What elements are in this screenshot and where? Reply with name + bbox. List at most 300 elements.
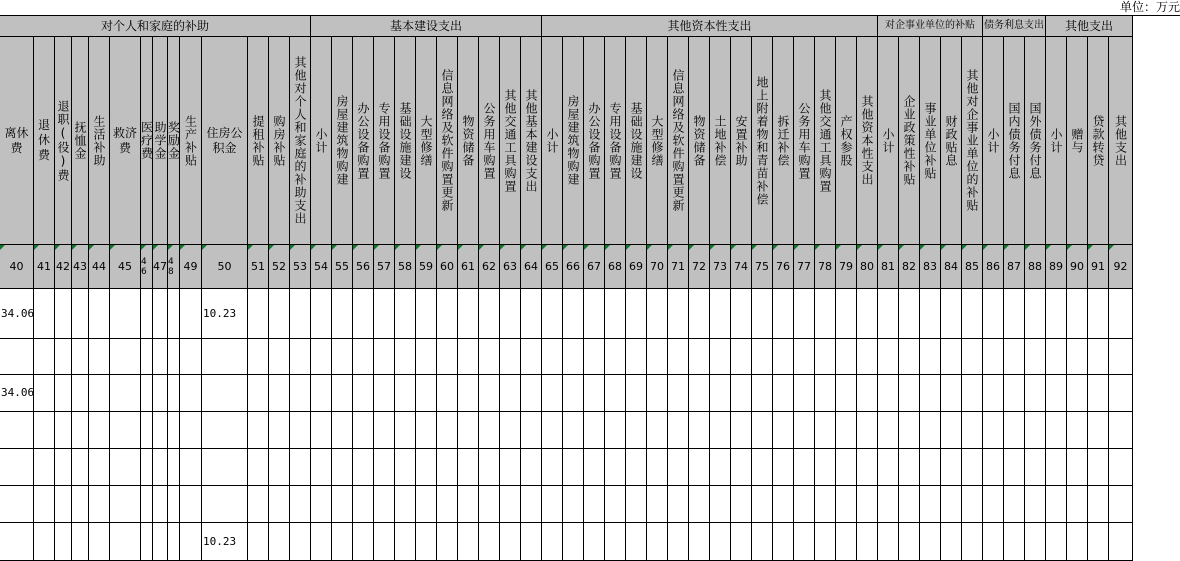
table-cell[interactable] <box>794 339 815 375</box>
table-cell[interactable] <box>710 339 731 375</box>
table-cell[interactable] <box>55 523 72 561</box>
table-cell[interactable] <box>983 523 1004 561</box>
table-cell[interactable]: 10.23 <box>202 523 248 561</box>
table-cell[interactable] <box>836 412 857 449</box>
table-cell[interactable] <box>542 486 563 523</box>
table-cell[interactable] <box>374 449 395 486</box>
table-cell[interactable] <box>584 375 605 412</box>
table-cell[interactable] <box>647 412 668 449</box>
table-cell[interactable] <box>647 375 668 412</box>
table-cell[interactable] <box>1025 486 1046 523</box>
table-cell[interactable] <box>962 486 983 523</box>
table-cell[interactable] <box>1109 523 1133 561</box>
table-cell[interactable] <box>269 486 290 523</box>
table-cell[interactable] <box>332 339 353 375</box>
table-cell[interactable] <box>180 339 202 375</box>
table-cell[interactable] <box>752 375 773 412</box>
table-cell[interactable] <box>836 523 857 561</box>
table-cell[interactable] <box>815 449 836 486</box>
table-cell[interactable] <box>563 412 584 449</box>
table-cell[interactable] <box>773 375 794 412</box>
table-cell[interactable] <box>416 289 437 339</box>
table-cell[interactable] <box>458 449 479 486</box>
table-cell[interactable] <box>1046 486 1067 523</box>
table-cell[interactable] <box>500 449 521 486</box>
table-cell[interactable] <box>521 339 542 375</box>
table-cell[interactable] <box>710 412 731 449</box>
table-cell[interactable] <box>72 486 89 523</box>
table-cell[interactable] <box>311 412 332 449</box>
table-cell[interactable] <box>34 486 55 523</box>
table-cell[interactable] <box>500 289 521 339</box>
table-cell[interactable] <box>521 523 542 561</box>
table-cell[interactable] <box>1046 339 1067 375</box>
table-cell[interactable] <box>773 449 794 486</box>
table-cell[interactable] <box>605 375 626 412</box>
table-cell[interactable] <box>153 375 168 412</box>
table-cell[interactable] <box>710 289 731 339</box>
table-cell[interactable] <box>141 375 153 412</box>
table-cell[interactable] <box>437 375 458 412</box>
table-cell[interactable] <box>878 375 899 412</box>
table-cell[interactable] <box>55 449 72 486</box>
table-cell[interactable] <box>941 523 962 561</box>
table-cell[interactable] <box>479 486 500 523</box>
table-cell[interactable] <box>647 289 668 339</box>
table-cell[interactable] <box>500 375 521 412</box>
table-cell[interactable] <box>689 289 710 339</box>
table-cell[interactable] <box>836 375 857 412</box>
table-cell[interactable] <box>110 449 141 486</box>
table-cell[interactable] <box>962 523 983 561</box>
table-cell[interactable] <box>458 339 479 375</box>
table-cell[interactable] <box>1046 412 1067 449</box>
table-cell[interactable] <box>920 339 941 375</box>
table-cell[interactable] <box>731 523 752 561</box>
table-cell[interactable] <box>899 412 920 449</box>
table-cell[interactable] <box>941 412 962 449</box>
table-cell[interactable] <box>584 523 605 561</box>
table-cell[interactable] <box>290 412 311 449</box>
table-cell[interactable] <box>180 449 202 486</box>
table-cell[interactable] <box>500 523 521 561</box>
table-cell[interactable] <box>416 449 437 486</box>
table-cell[interactable] <box>1046 289 1067 339</box>
table-cell[interactable] <box>1088 523 1109 561</box>
table-cell[interactable] <box>1004 486 1025 523</box>
table-cell[interactable] <box>752 289 773 339</box>
table-cell[interactable] <box>857 339 878 375</box>
table-cell[interactable] <box>55 289 72 339</box>
table-cell[interactable] <box>605 339 626 375</box>
table-cell[interactable] <box>794 486 815 523</box>
table-cell[interactable] <box>290 449 311 486</box>
table-cell[interactable] <box>416 523 437 561</box>
table-cell[interactable] <box>647 449 668 486</box>
table-cell[interactable] <box>941 486 962 523</box>
table-cell[interactable] <box>1046 449 1067 486</box>
table-cell[interactable] <box>479 449 500 486</box>
table-cell[interactable] <box>710 449 731 486</box>
table-cell[interactable] <box>920 449 941 486</box>
table-cell[interactable] <box>269 412 290 449</box>
table-cell[interactable] <box>72 449 89 486</box>
table-cell[interactable] <box>983 449 1004 486</box>
table-cell[interactable] <box>395 339 416 375</box>
table-cell[interactable] <box>752 523 773 561</box>
table-cell[interactable] <box>689 486 710 523</box>
table-cell[interactable] <box>836 339 857 375</box>
table-cell[interactable] <box>668 375 689 412</box>
table-cell[interactable] <box>731 339 752 375</box>
table-cell[interactable] <box>202 449 248 486</box>
table-cell[interactable] <box>374 412 395 449</box>
table-cell[interactable] <box>1088 289 1109 339</box>
table-cell[interactable] <box>941 449 962 486</box>
table-cell[interactable] <box>311 375 332 412</box>
table-cell[interactable] <box>55 486 72 523</box>
table-cell[interactable] <box>647 339 668 375</box>
table-cell[interactable] <box>815 486 836 523</box>
table-cell[interactable] <box>920 289 941 339</box>
table-cell[interactable] <box>542 523 563 561</box>
table-cell[interactable] <box>668 449 689 486</box>
table-cell[interactable] <box>290 486 311 523</box>
table-cell[interactable] <box>479 412 500 449</box>
table-cell[interactable] <box>34 412 55 449</box>
table-cell[interactable] <box>962 289 983 339</box>
table-cell[interactable] <box>1004 449 1025 486</box>
table-cell[interactable] <box>353 486 374 523</box>
table-cell[interactable] <box>794 375 815 412</box>
table-cell[interactable] <box>168 412 180 449</box>
table-cell[interactable] <box>416 412 437 449</box>
table-cell[interactable] <box>248 523 269 561</box>
table-cell[interactable] <box>290 339 311 375</box>
table-cell[interactable]: 10.23 <box>202 289 248 339</box>
table-cell[interactable] <box>563 523 584 561</box>
table-cell[interactable] <box>542 449 563 486</box>
table-cell[interactable] <box>311 289 332 339</box>
table-cell[interactable] <box>899 523 920 561</box>
table-cell[interactable] <box>605 412 626 449</box>
table-cell[interactable] <box>153 523 168 561</box>
table-cell[interactable] <box>731 375 752 412</box>
table-cell[interactable] <box>1004 523 1025 561</box>
table-cell[interactable] <box>202 339 248 375</box>
table-cell[interactable] <box>731 449 752 486</box>
table-cell[interactable] <box>311 486 332 523</box>
table-cell[interactable] <box>89 339 110 375</box>
table-cell[interactable] <box>458 375 479 412</box>
table-cell[interactable] <box>710 523 731 561</box>
table-cell[interactable] <box>605 486 626 523</box>
table-cell[interactable] <box>584 412 605 449</box>
table-cell[interactable] <box>899 449 920 486</box>
table-cell[interactable] <box>269 449 290 486</box>
table-cell[interactable] <box>290 375 311 412</box>
table-cell[interactable] <box>395 486 416 523</box>
table-cell[interactable] <box>332 486 353 523</box>
table-cell[interactable] <box>153 449 168 486</box>
table-cell[interactable] <box>332 412 353 449</box>
table-cell[interactable] <box>542 289 563 339</box>
table-cell[interactable] <box>731 289 752 339</box>
table-cell[interactable] <box>962 449 983 486</box>
table-cell[interactable] <box>248 486 269 523</box>
table-cell[interactable] <box>290 523 311 561</box>
table-cell[interactable] <box>857 486 878 523</box>
table-cell[interactable] <box>1109 339 1133 375</box>
table-cell[interactable] <box>815 375 836 412</box>
table-cell[interactable] <box>248 449 269 486</box>
table-cell[interactable] <box>962 375 983 412</box>
table-cell[interactable] <box>374 289 395 339</box>
table-cell[interactable] <box>202 375 248 412</box>
table-cell[interactable] <box>899 289 920 339</box>
table-cell[interactable] <box>72 412 89 449</box>
table-cell[interactable] <box>72 339 89 375</box>
table-cell[interactable] <box>941 339 962 375</box>
table-cell[interactable] <box>752 412 773 449</box>
table-cell[interactable] <box>416 375 437 412</box>
table-cell[interactable] <box>1067 486 1088 523</box>
table-cell[interactable] <box>248 289 269 339</box>
table-cell[interactable] <box>458 289 479 339</box>
table-cell[interactable] <box>626 289 647 339</box>
table-cell[interactable] <box>269 289 290 339</box>
table-cell[interactable] <box>941 289 962 339</box>
table-cell[interactable] <box>983 339 1004 375</box>
table-cell[interactable] <box>878 412 899 449</box>
table-cell[interactable] <box>1004 412 1025 449</box>
table-cell[interactable] <box>269 523 290 561</box>
table-cell[interactable] <box>626 449 647 486</box>
table-cell[interactable] <box>416 486 437 523</box>
table-cell[interactable] <box>710 486 731 523</box>
table-cell[interactable] <box>563 375 584 412</box>
table-cell[interactable] <box>1067 449 1088 486</box>
table-cell[interactable] <box>773 412 794 449</box>
table-cell[interactable] <box>1088 339 1109 375</box>
table-cell[interactable] <box>983 412 1004 449</box>
table-cell[interactable] <box>1025 412 1046 449</box>
table-cell[interactable] <box>920 375 941 412</box>
table-cell[interactable] <box>1088 412 1109 449</box>
table-cell[interactable] <box>458 412 479 449</box>
table-cell[interactable] <box>110 339 141 375</box>
table-cell[interactable] <box>689 523 710 561</box>
table-cell[interactable] <box>1109 289 1133 339</box>
table-cell[interactable] <box>72 523 89 561</box>
table-cell[interactable] <box>668 486 689 523</box>
table-cell[interactable] <box>141 523 153 561</box>
table-cell[interactable] <box>605 523 626 561</box>
table-cell[interactable] <box>1067 339 1088 375</box>
table-cell[interactable] <box>626 486 647 523</box>
table-cell[interactable] <box>89 486 110 523</box>
table-cell[interactable] <box>563 289 584 339</box>
table-cell[interactable] <box>141 339 153 375</box>
table-cell[interactable] <box>962 412 983 449</box>
table-cell[interactable] <box>563 449 584 486</box>
table-cell[interactable] <box>521 289 542 339</box>
table-cell[interactable] <box>374 339 395 375</box>
table-cell[interactable] <box>668 523 689 561</box>
table-cell[interactable] <box>962 339 983 375</box>
table-cell[interactable] <box>1088 449 1109 486</box>
table-cell[interactable] <box>332 375 353 412</box>
table-cell[interactable] <box>878 523 899 561</box>
table-cell[interactable] <box>1046 523 1067 561</box>
table-cell[interactable] <box>437 486 458 523</box>
table-cell[interactable] <box>626 375 647 412</box>
table-cell[interactable] <box>563 339 584 375</box>
table-cell[interactable] <box>180 375 202 412</box>
table-cell[interactable] <box>941 375 962 412</box>
table-cell[interactable] <box>983 375 1004 412</box>
table-cell[interactable] <box>668 289 689 339</box>
table-cell[interactable] <box>1067 523 1088 561</box>
table-cell[interactable] <box>626 339 647 375</box>
table-cell[interactable] <box>72 289 89 339</box>
table-cell[interactable] <box>1067 289 1088 339</box>
table-cell[interactable] <box>332 289 353 339</box>
table-cell[interactable] <box>815 412 836 449</box>
table-cell[interactable] <box>689 375 710 412</box>
table-cell[interactable] <box>836 486 857 523</box>
table-cell[interactable] <box>437 289 458 339</box>
table-cell[interactable] <box>479 375 500 412</box>
table-cell[interactable] <box>89 523 110 561</box>
table-cell[interactable] <box>110 289 141 339</box>
table-cell[interactable] <box>248 339 269 375</box>
table-cell[interactable] <box>332 449 353 486</box>
table-cell[interactable] <box>500 339 521 375</box>
table-cell[interactable] <box>180 289 202 339</box>
table-cell[interactable] <box>34 339 55 375</box>
table-cell[interactable] <box>110 486 141 523</box>
table-cell[interactable] <box>141 449 153 486</box>
table-cell[interactable] <box>141 289 153 339</box>
table-cell[interactable] <box>374 486 395 523</box>
table-cell[interactable] <box>584 339 605 375</box>
table-cell[interactable] <box>1004 289 1025 339</box>
table-cell[interactable] <box>1025 289 1046 339</box>
table-cell[interactable] <box>479 289 500 339</box>
table-cell[interactable] <box>290 289 311 339</box>
table-cell[interactable] <box>521 449 542 486</box>
table-cell[interactable] <box>180 486 202 523</box>
table-cell[interactable] <box>374 523 395 561</box>
table-cell[interactable] <box>584 486 605 523</box>
table-cell[interactable] <box>542 339 563 375</box>
table-cell[interactable] <box>1067 412 1088 449</box>
table-cell[interactable] <box>141 412 153 449</box>
table-cell[interactable]: 34.06 <box>0 375 34 412</box>
table-cell[interactable] <box>815 523 836 561</box>
table-cell[interactable] <box>1109 486 1133 523</box>
table-cell[interactable] <box>500 486 521 523</box>
table-cell[interactable] <box>857 375 878 412</box>
table-cell[interactable] <box>668 412 689 449</box>
table-cell[interactable] <box>0 486 34 523</box>
table-cell[interactable] <box>269 375 290 412</box>
table-cell[interactable] <box>1004 339 1025 375</box>
table-cell[interactable] <box>794 289 815 339</box>
table-cell[interactable] <box>72 375 89 412</box>
table-cell[interactable] <box>773 486 794 523</box>
table-cell[interactable] <box>500 412 521 449</box>
table-cell[interactable] <box>899 486 920 523</box>
table-cell[interactable] <box>1088 375 1109 412</box>
table-cell[interactable] <box>153 289 168 339</box>
table-cell[interactable] <box>395 523 416 561</box>
table-cell[interactable] <box>311 339 332 375</box>
table-cell[interactable] <box>1004 375 1025 412</box>
table-cell[interactable] <box>311 449 332 486</box>
table-cell[interactable] <box>794 523 815 561</box>
table-cell[interactable] <box>857 412 878 449</box>
table-cell[interactable] <box>479 339 500 375</box>
table-cell[interactable] <box>248 375 269 412</box>
table-cell[interactable] <box>605 449 626 486</box>
table-cell[interactable] <box>353 449 374 486</box>
table-cell[interactable] <box>542 412 563 449</box>
table-cell[interactable] <box>89 375 110 412</box>
table-cell[interactable] <box>1109 449 1133 486</box>
table-cell[interactable] <box>1109 375 1133 412</box>
table-cell[interactable] <box>89 449 110 486</box>
table-cell[interactable] <box>202 412 248 449</box>
table-cell[interactable] <box>920 412 941 449</box>
table-cell[interactable] <box>353 523 374 561</box>
table-cell[interactable] <box>731 486 752 523</box>
table-cell[interactable] <box>437 339 458 375</box>
table-cell[interactable] <box>110 412 141 449</box>
table-cell[interactable] <box>794 449 815 486</box>
table-cell[interactable] <box>878 486 899 523</box>
table-cell[interactable] <box>395 289 416 339</box>
table-cell[interactable] <box>0 412 34 449</box>
table-cell[interactable] <box>626 412 647 449</box>
table-cell[interactable] <box>437 523 458 561</box>
table-cell[interactable] <box>34 449 55 486</box>
table-cell[interactable] <box>773 339 794 375</box>
table-cell[interactable] <box>752 339 773 375</box>
table-cell[interactable] <box>34 523 55 561</box>
table-cell[interactable] <box>458 486 479 523</box>
table-cell[interactable] <box>878 289 899 339</box>
table-cell[interactable] <box>395 449 416 486</box>
table-cell[interactable] <box>0 339 34 375</box>
table-cell[interactable] <box>153 339 168 375</box>
table-cell[interactable] <box>605 289 626 339</box>
table-cell[interactable] <box>395 375 416 412</box>
table-cell[interactable] <box>878 339 899 375</box>
table-cell[interactable] <box>55 412 72 449</box>
table-cell[interactable] <box>168 523 180 561</box>
table-cell[interactable] <box>857 523 878 561</box>
table-cell[interactable] <box>983 289 1004 339</box>
table-cell[interactable] <box>55 339 72 375</box>
table-cell[interactable] <box>521 412 542 449</box>
table-cell[interactable] <box>857 289 878 339</box>
table-cell[interactable] <box>647 523 668 561</box>
table-cell[interactable] <box>1067 375 1088 412</box>
table-cell[interactable] <box>836 449 857 486</box>
table-cell[interactable] <box>584 449 605 486</box>
